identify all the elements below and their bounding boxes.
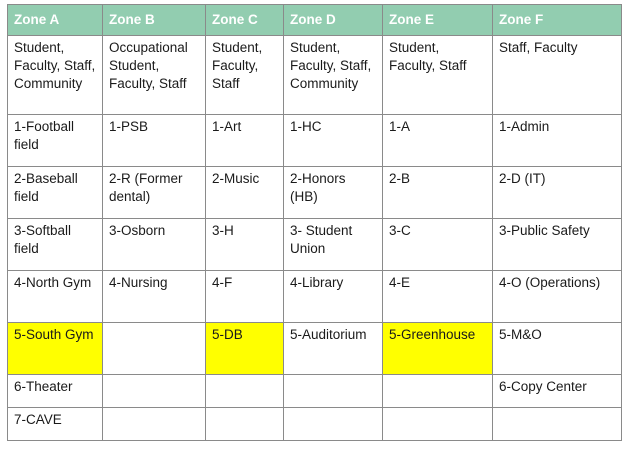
table-row xyxy=(8,219,622,271)
table-cell: 3-Softball field xyxy=(8,219,103,271)
table-cell: 2-B xyxy=(383,167,493,219)
zones-table xyxy=(7,4,622,441)
table-cell: 7-CAVE xyxy=(8,408,103,441)
table-row xyxy=(8,167,622,219)
table-cell: 4-Nursing xyxy=(103,271,206,323)
table-row xyxy=(8,375,622,408)
column-header-zone-b: Zone B xyxy=(103,5,206,36)
table-cell: 3- Student Union xyxy=(284,219,383,271)
table-cell xyxy=(103,375,206,408)
table-cell xyxy=(383,375,493,408)
table-cell: Student, Faculty, Staff, Community xyxy=(8,36,103,115)
table-cell: Student, Faculty, Staff xyxy=(206,36,284,115)
table-cell xyxy=(103,408,206,441)
header-row xyxy=(8,5,622,36)
table-cell: 4-E xyxy=(383,271,493,323)
table-cell: 4-O (Operations) xyxy=(493,271,622,323)
table-cell xyxy=(103,323,206,375)
column-header-zone-f: Zone F xyxy=(493,5,622,36)
highlighted-cell: 5-DB xyxy=(206,323,284,375)
table-cell: 3-Osborn xyxy=(103,219,206,271)
table-row xyxy=(8,323,622,375)
table-cell: 1-PSB xyxy=(103,115,206,167)
column-header-zone-d: Zone D xyxy=(284,5,383,36)
table-cell: 5-M&O xyxy=(493,323,622,375)
table-cell: Student, Faculty, Staff xyxy=(383,36,493,115)
table-cell: 1-HC xyxy=(284,115,383,167)
table-row xyxy=(8,271,622,323)
table-cell: 1-Art xyxy=(206,115,284,167)
table-cell: 1-Football field xyxy=(8,115,103,167)
table-row xyxy=(8,36,622,115)
table-cell: 4-North Gym xyxy=(8,271,103,323)
table-cell xyxy=(493,408,622,441)
table-cell: 3-Public Safety xyxy=(493,219,622,271)
table-cell: 2-Honors (HB) xyxy=(284,167,383,219)
table-cell xyxy=(206,375,284,408)
table-cell: 4-Library xyxy=(284,271,383,323)
table-cell xyxy=(206,408,284,441)
table-cell: 1-Admin xyxy=(493,115,622,167)
table-cell: 2-Baseball field xyxy=(8,167,103,219)
highlighted-cell: 5-South Gym xyxy=(8,323,103,375)
table-cell: 4-F xyxy=(206,271,284,323)
table-cell: 3-C xyxy=(383,219,493,271)
table-cell: 2-Music xyxy=(206,167,284,219)
column-header-zone-a: Zone A xyxy=(8,5,103,36)
table-cell: 1-A xyxy=(383,115,493,167)
table-row xyxy=(8,408,622,441)
table-cell: Student, Faculty, Staff, Community xyxy=(284,36,383,115)
column-header-zone-e: Zone E xyxy=(383,5,493,36)
table-cell: 6-Copy Center xyxy=(493,375,622,408)
table-cell: 6-Theater xyxy=(8,375,103,408)
highlighted-cell: 5-Greenhouse xyxy=(383,323,493,375)
table-cell: 2-R (Former dental) xyxy=(103,167,206,219)
table-cell xyxy=(284,408,383,441)
column-header-zone-c: Zone C xyxy=(206,5,284,36)
table-cell: 5-Auditorium xyxy=(284,323,383,375)
table-cell xyxy=(383,408,493,441)
table-cell xyxy=(284,375,383,408)
table-cell: Occupational Student, Faculty, Staff xyxy=(103,36,206,115)
table-cell: 3-H xyxy=(206,219,284,271)
table-row xyxy=(8,115,622,167)
table-cell: Staff, Faculty xyxy=(493,36,622,115)
table-cell: 2-D (IT) xyxy=(493,167,622,219)
